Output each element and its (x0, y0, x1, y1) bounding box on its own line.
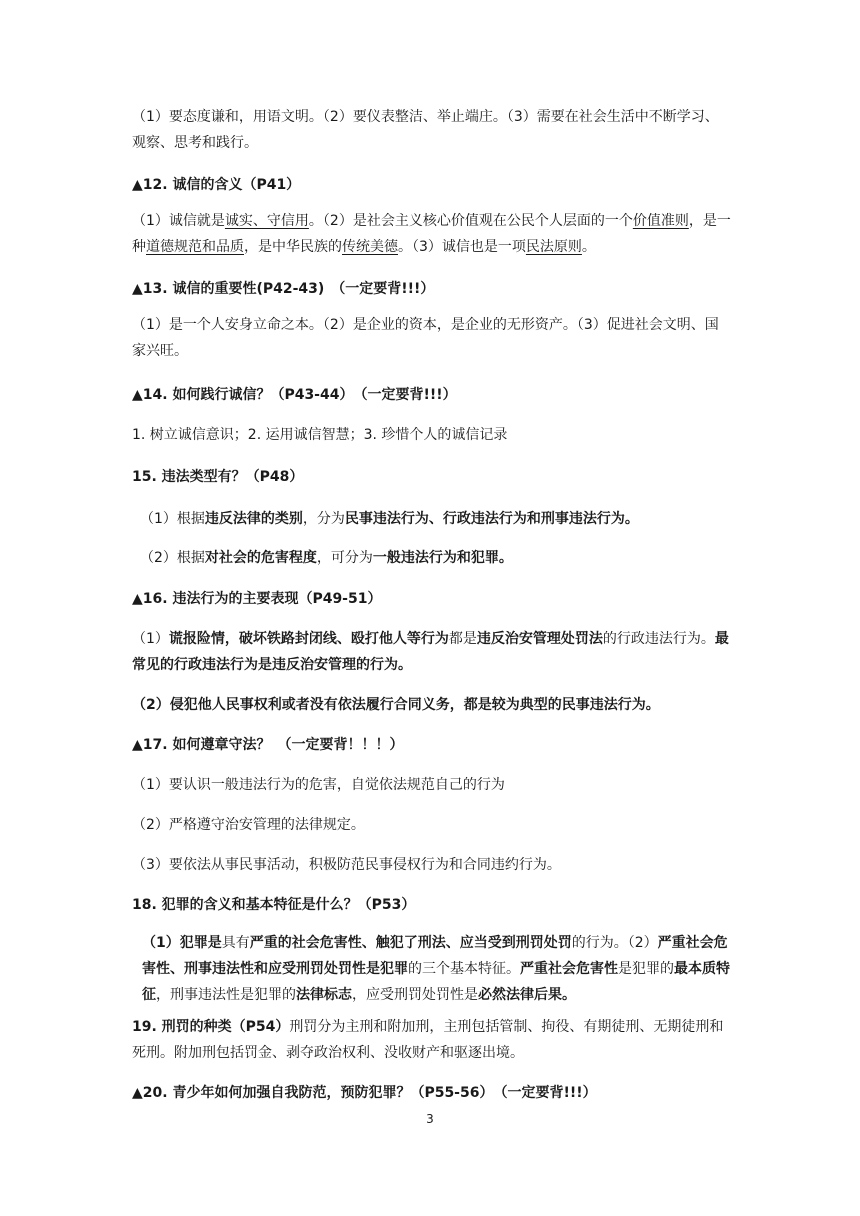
item-12-heading: ▲12. 诚信的含义（P41） (132, 177, 301, 193)
item-20-heading: ▲20. 青少年如何加强自我防范，预防犯罪？（P55-56） （一定要背!!!） (132, 1085, 597, 1101)
item-16-point-1: （1）谎报险情，破坏铁路封闭线、殴打他人等行为都是违反治安管理处罚法的行政违法行为。最常见的行政违法行为是违反治安管理的行为。 (132, 631, 729, 673)
item-17-point-1: （1）要认识一般违法行为的危害，自觉依法规范自己的行为 (132, 777, 505, 793)
underlined-term: 道德规范和品质 (146, 239, 244, 255)
item-11-answer: （1）要态度谦和，用语文明。（2）要仪表整洁、举止端庄。（3）需要在社会生活中不断学习、观察、思考和践行。 (132, 109, 719, 151)
item-15-heading: 15. 违法类型有？（P48） (132, 469, 304, 485)
underlined-term: 价值准则 (632, 213, 689, 229)
underlined-term: 诚实、守信用 (224, 213, 309, 229)
item-16-point-2: （2）侵犯他人民事权利或者没有依法履行合同义务，都是较为典型的民事违法行为。 (132, 697, 660, 713)
item-15-point-2: （2）根据对社会的危害程度，可分为一般违法行为和犯罪。 (140, 550, 513, 566)
item-14-heading: ▲14. 如何践行诚信？（P43-44） （一定要背!!!） (132, 387, 457, 403)
item-17-point-2: （2）严格遵守治安管理的法律规定。 (132, 817, 365, 833)
item-19-paragraph: 19. 刑罚的种类（P54）刑罚分为主刑和附加刑，主刑包括管制、拘役、有期徒刑、无期徒刑和死刑。附加刑包括罚金、剥夺政治权利、没收财产和驱逐出境。 (132, 1019, 724, 1061)
item-13-heading: ▲13. 诚信的重要性(P42-43) （一定要背!!!） (132, 281, 435, 297)
page-number: 3 (426, 1112, 434, 1126)
item-18-answer: （1）犯罪是具有严重的社会危害性、触犯了刑法、应当受到刑罚处罚的行为。（2）严重社会危害性、刑事违法性和应受刑罚处罚性是犯罪的三个基本特征。严重社会危害性是犯罪的最本质特征，刑事违法性是犯罪的法律标志，应受刑罚处罚性是必然法律后果。 (142, 935, 730, 1003)
item-12-answer: （1）诚信就是诚实、守信用。（2）是社会主义核心价值观在公民个人层面的一个价值准则，是一种道德规范和品质，是中华民族的传统美德。（3）诚信也是一项民法原则。 (132, 213, 731, 255)
underlined-term: 民法原则 (525, 239, 582, 255)
item-17-heading: ▲17. 如何遵章守法？ （一定要背！！！） (132, 737, 404, 753)
underlined-term: 传统美德 (342, 239, 398, 255)
item-17-point-3: （3）要依法从事民事活动，积极防范民事侵权行为和合同违约行为。 (132, 857, 561, 873)
item-14-answer: 1. 树立诚信意识；2. 运用诚信智慧；3. 珍惜个人的诚信记录 (132, 427, 508, 443)
item-19-heading: 19. 刑罚的种类（P54） (132, 1019, 290, 1035)
item-18-heading: 18. 犯罪的含义和基本特征是什么？（P53） (132, 897, 416, 913)
item-13-answer: （1）是一个人安身立命之本。（2）是企业的资本，是企业的无形资产。（3）促进社会文明、国家兴旺。 (132, 317, 719, 359)
item-16-heading: ▲16. 违法行为的主要表现（P49-51） (132, 591, 382, 607)
item-15-point-1: （1）根据违反法律的类别，分为民事违法行为、行政违法行为和刑事违法行为。 (140, 511, 639, 527)
